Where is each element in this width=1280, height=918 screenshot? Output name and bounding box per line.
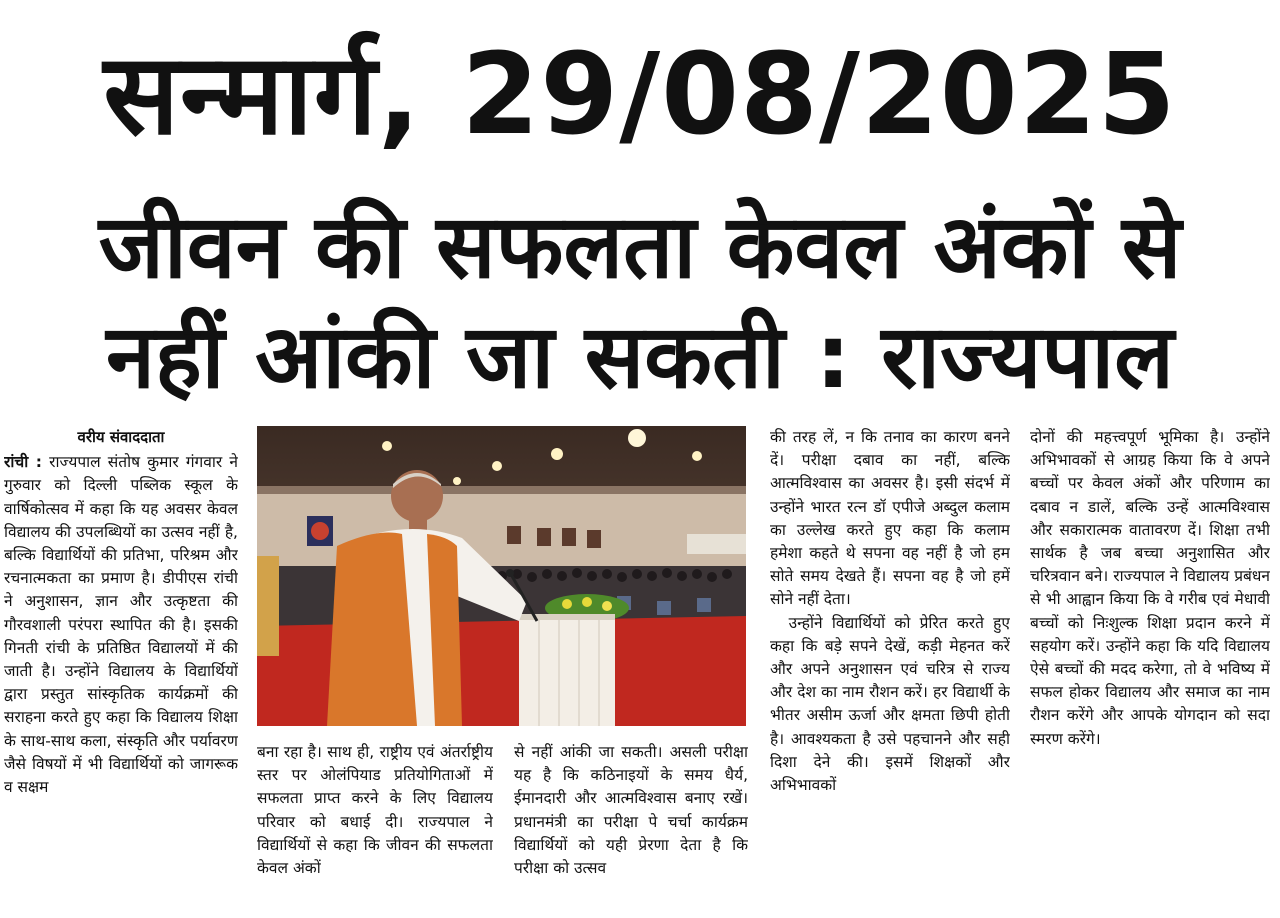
governor-speaking-image [257, 426, 746, 726]
headline-line-2: नहीं आंकी जा सकती : राज्यपाल [106, 305, 1174, 408]
publication-date: 29/08/2025 [461, 30, 1177, 160]
article-column-4-paragraph-1: की तरह लें, न कि तनाव का कारण बनने दें। परीक्षा दबाव का नहीं, बल्कि आत्मविश्वास का अवसर है। इसी संदर्भ में उन्होंने भारत रत्न डॉ एपीजे अब्दुल कलाम का उल्लेख करते हुए कहा कि कलाम हमेशा कहते थे सपना वह नहीं है जो हम सोते समय देखते हैं। सपना वह है जो हमें सोने नहीं देता। [770, 428, 1010, 609]
article-column-4-paragraph-2: उन्होंने विद्यार्थियों को प्रेरित करते हुए कहा कि बड़े सपने देखें, कड़ी मेहनत करें और अपने अनुशासन एवं चरित्र से राज्य और देश का नाम रौशन करें। हर विद्यार्थी के भीतर असीम ऊर्जा और क्षमता छिपी होती है। आवश्यकता है उसे पहचानने और सही दिशा देने की। इसमें शिक्षकों और अभिभावकों [770, 613, 1010, 795]
headline-line-1: जीवन की सफलता केवल अंकों से [98, 195, 1182, 298]
event-photo [257, 426, 746, 726]
article-column-3 [514, 741, 748, 904]
article-column-5-text: दोनों की महत्त्वपूर्ण भूमिका है। उन्होंने अभिभावकों से आग्रह किया कि वे अपने बच्चों पर केवल अंकों और परिणाम का दबाव न डालें, बल्कि उन्हें आत्मविश्वास और सकारात्मक वातावरण दें। शिक्षा तभी सार्थक है जब बच्चा अनुशासित और चरित्रवान बने। राज्यपाल ने विद्यालय प्रबंधन से भी आह्वान किया कि वे गरीब एवं मेधावी बच्चों को निःशुल्क शिक्षा प्रदान करने में सहयोग करें। उन्होंने कहा कि यदि विद्यालय ऐसे बच्चों की मदद करेगा, तो वे भविष्य में सफल होकर विद्यालय और समाज का नाम रौशन करेंगे और आपके योगदान को सदा स्मरण करेंगे। [1030, 428, 1270, 748]
article-intro-text: राज्यपाल संतोष कुमार गंगवार ने गुरुवार को दिल्ली पब्लिक स्कूल के वार्षिकोत्सव में कहा कि यह अवसर केवल विद्यालय की उपलब्धियों का उत्सव नहीं है, बल्कि विद्यार्थियों की प्रतिभा, परिश्रम और रचनात्मकता का प्रमाण है। डीपीएस रांची ने अनुशासन, ज्ञान और उत्कृष्टता की गौरवशाली परंपरा स्थापित की है। इसकी गिनती रांची के प्रतिष्ठित विद्यालयों में की जाती है। उन्होंने विद्यालय के विद्यार्थियों द्वारा प्रस्तुत सांस्कृतिक कार्यक्रमों की सराहना करते हुए कहा कि विद्यालय शिक्षा के साथ-साथ कला, संस्कृति और पर्यावरण जैसे विषयों में भी विद्यार्थियों को जागरूक व सक्षम [4, 453, 238, 797]
newspaper-name: सन्मार्ग [103, 30, 378, 160]
article-column-1 [4, 426, 238, 904]
byline: वरीय संवाददाता [77, 428, 165, 446]
article-column-3-text: से नहीं आंकी जा सकती। असली परीक्षा यह है कि कठिनाइयों के समय धैर्य, ईमानदारी और आत्मविश्वास बनाए रखें। प्रधानमंत्री का परीक्षा पे चर्चा कार्यक्रम विद्यार्थियों को यही प्रेरणा देता है कि परीक्षा को उत्सव [514, 743, 748, 878]
masthead-separator: , [377, 30, 462, 160]
article-column-2-text: बना रहा है। साथ ही, राष्ट्रीय एवं अंतर्राष्ट्रीय स्तर पर ओलंपियाड प्रतियोगिताओं में सफलता प्राप्त करने के लिए विद्यालय परिवार को बधाई दी। राज्यपाल ने विद्यार्थियों से कहा कि जीवन की सफलता केवल अंकों [257, 743, 493, 878]
dateline: रांची : [4, 453, 42, 472]
article-column-2 [257, 741, 493, 904]
masthead [0, 20, 1280, 170]
article-column-4 [770, 426, 1010, 904]
article-column-5 [1030, 426, 1270, 904]
